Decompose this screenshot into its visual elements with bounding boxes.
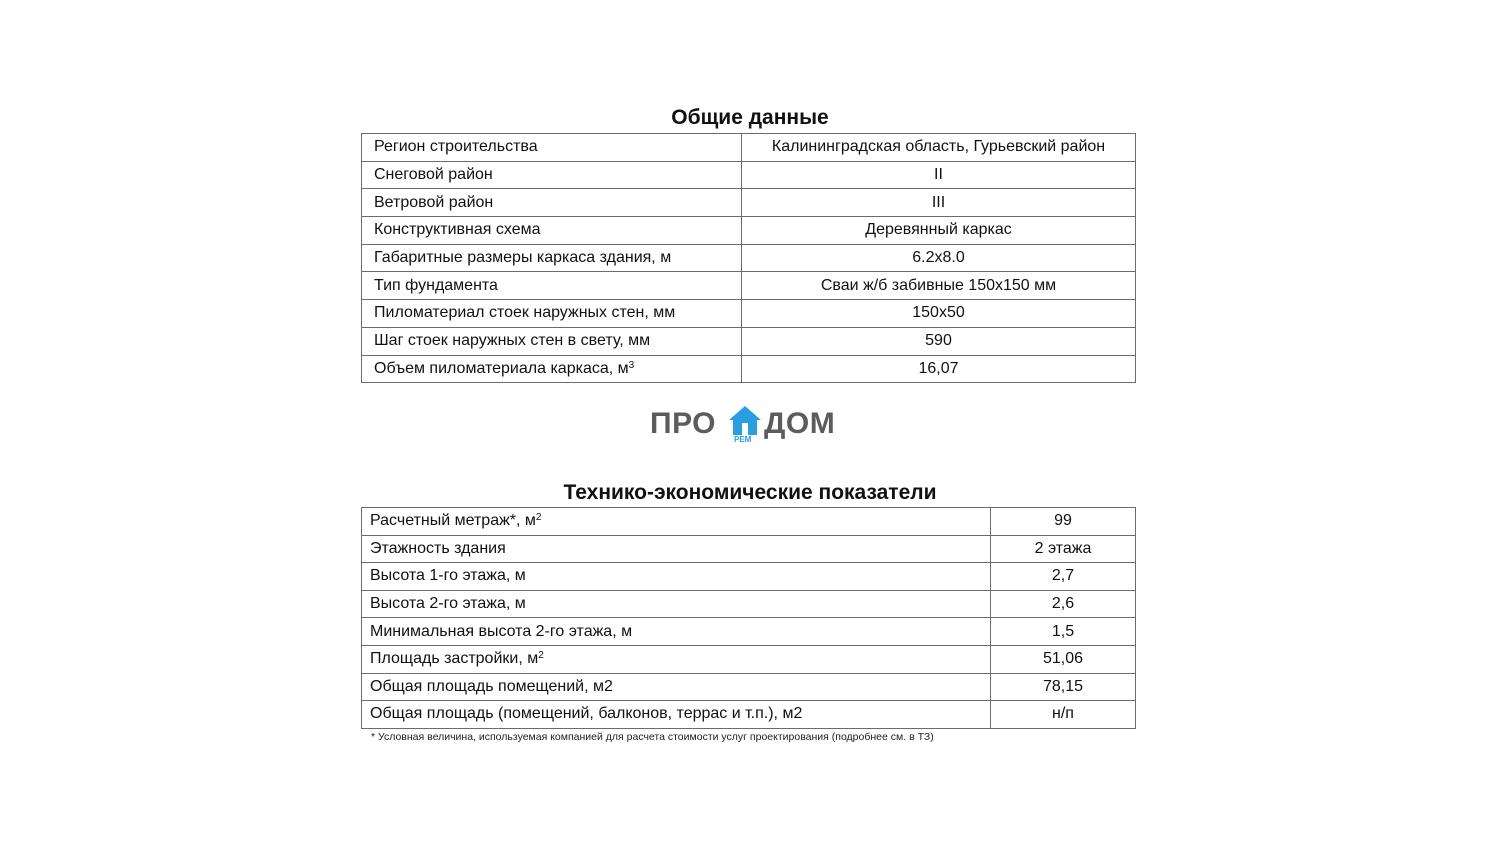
company-logo: [650, 403, 850, 448]
row-label: Снеговой район: [362, 161, 742, 189]
row-label: Тип фундамента: [362, 272, 742, 300]
table-row: [362, 673, 1136, 701]
row-label: Площадь застройки, $м^2$: [362, 645, 991, 673]
table-row: [362, 217, 1136, 245]
row-value: Сваи ж/б забивные 150х150 мм: [742, 272, 1136, 300]
table-row: [362, 244, 1136, 272]
logo-left-text: ПРО: [650, 407, 717, 440]
table-row: [362, 590, 1136, 618]
row-label: Высота 2-го этажа, м: [362, 590, 991, 618]
row-value: 16,07: [742, 355, 1136, 383]
table-row: [362, 189, 1136, 217]
row-label: Конструктивная схема: [362, 217, 742, 245]
row-value: 99: [991, 508, 1136, 536]
row-value: 1,5: [991, 618, 1136, 646]
row-label: Габаритные размеры каркаса здания, м: [362, 244, 742, 272]
row-value: Деревянный каркас: [742, 217, 1136, 245]
row-label: Объем пиломатериала каркаса, $м^3$: [362, 355, 742, 383]
table-row: [362, 618, 1136, 646]
table-row: [362, 134, 1136, 162]
row-label: Ветровой район: [362, 189, 742, 217]
row-value: 2 этажа: [991, 535, 1136, 563]
table-row: [362, 701, 1136, 729]
row-value: 2,6: [991, 590, 1136, 618]
general-data-table: [361, 133, 1136, 383]
row-value: 150х50: [742, 300, 1136, 328]
logo-right-text: ДОМ: [764, 407, 836, 440]
row-label: Общая площадь помещений, м2: [362, 673, 991, 701]
house-icon: [728, 404, 762, 438]
indicators-table: [361, 507, 1136, 729]
indicators-title: Технико-экономические показатели: [563, 481, 937, 504]
row-label: Регион строительства: [362, 134, 742, 162]
row-value: 51,06: [991, 645, 1136, 673]
row-value: н/п: [991, 701, 1136, 729]
row-label: Этажность здания: [362, 535, 991, 563]
row-value: 2,7: [991, 563, 1136, 591]
table-row: [362, 645, 1136, 673]
general-data-title: Общие данные: [671, 106, 829, 129]
table-row: [362, 327, 1136, 355]
row-label: Высота 1-го этажа, м: [362, 563, 991, 591]
logo-sub-text: РЕМ: [734, 435, 752, 444]
table-row: [362, 535, 1136, 563]
table-row: [362, 563, 1136, 591]
table-row: [362, 161, 1136, 189]
row-value: Калининградская область, Гурьевский район: [742, 134, 1136, 162]
row-label: Пиломатериал стоек наружных стен, мм: [362, 300, 742, 328]
row-value: II: [742, 161, 1136, 189]
row-label: Общая площадь (помещений, балконов, террас и т.п.), м2: [362, 701, 991, 729]
row-label: Шаг стоек наружных стен в свету, мм: [362, 327, 742, 355]
row-label: Расчетный метраж*, $м^2$: [362, 508, 991, 536]
table-row: [362, 272, 1136, 300]
row-label: Минимальная высота 2-го этажа, м: [362, 618, 991, 646]
footnote: * Условная величина, используемая компанией для расчета стоимости услуг проектирования (подробнее см. в ТЗ): [371, 731, 934, 743]
row-value: 590: [742, 327, 1136, 355]
table-row: [362, 355, 1136, 383]
row-value: 6.2x8.0: [742, 244, 1136, 272]
table-row: [362, 508, 1136, 536]
row-value: III: [742, 189, 1136, 217]
table-row: [362, 300, 1136, 328]
row-value: 78,15: [991, 673, 1136, 701]
